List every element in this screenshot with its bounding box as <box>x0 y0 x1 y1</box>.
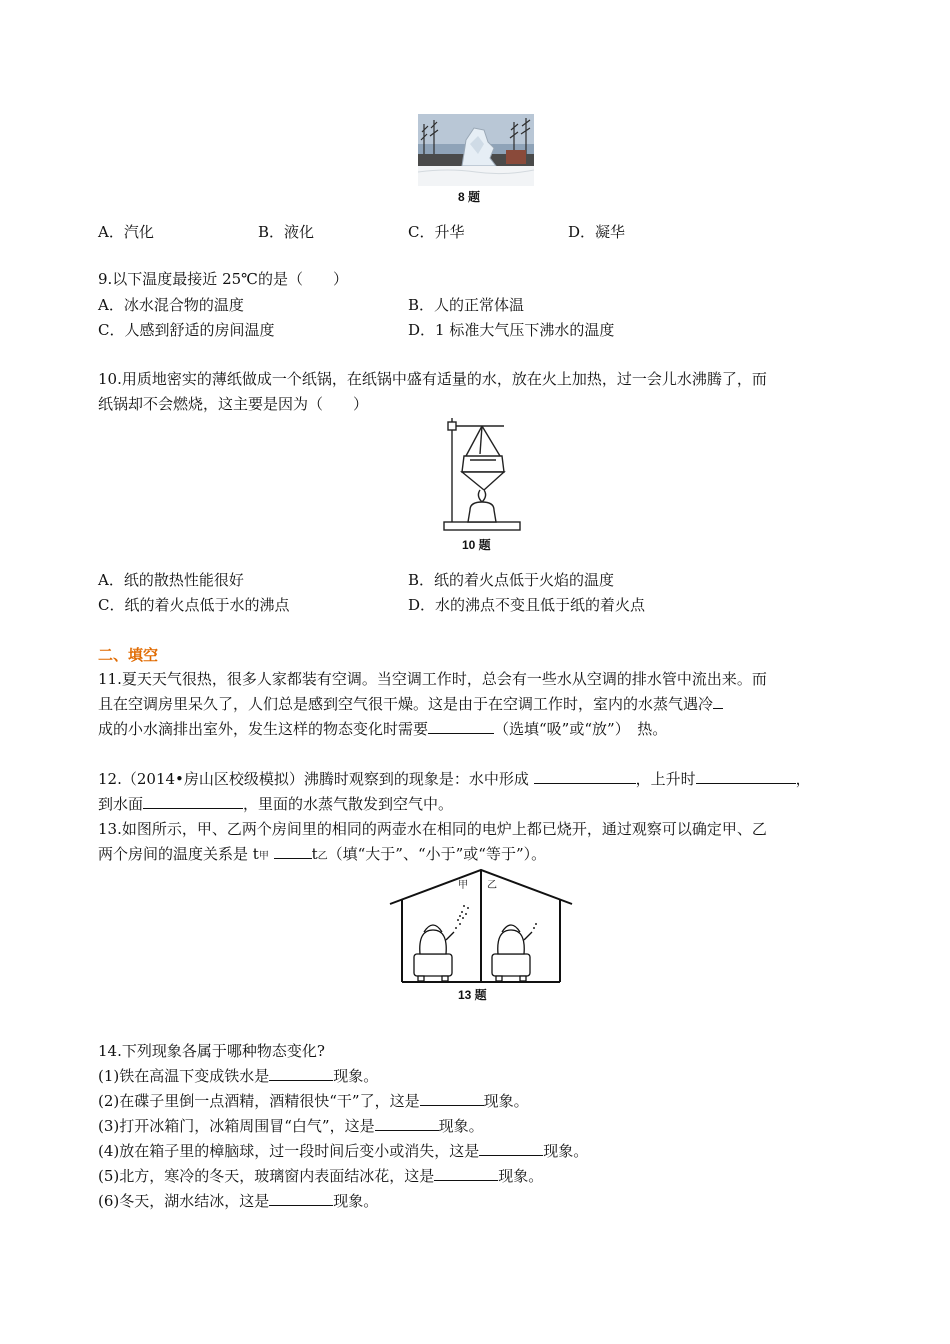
q12-blank-1[interactable] <box>534 769 636 784</box>
q14-item-4 <box>98 1141 588 1161</box>
q14-item-1-suffix: 现象。 <box>333 1067 379 1085</box>
q14-item-3-text: (3)打开冰箱门，冰箱周围冒“白气”，这是 <box>98 1117 375 1135</box>
q14-item-4-text: (4)放在箱子里的樟脑球，过一段时间后变小或消失，这是 <box>98 1142 480 1160</box>
q11-blank-1[interactable] <box>713 694 723 709</box>
q14-item-2 <box>98 1091 529 1111</box>
q12-line2-text-b: ，里面的水蒸气散发到空气中。 <box>243 795 454 813</box>
q13-line2-text-b: t <box>311 845 318 863</box>
q14-item-3 <box>98 1116 484 1136</box>
q14-item-1 <box>98 1066 378 1086</box>
q14-item-4-suffix: 现象。 <box>543 1142 589 1160</box>
q12-line2-text-a: 到水面 <box>98 795 144 813</box>
q12-blank-2[interactable] <box>696 769 796 784</box>
q14-item-2-suffix: 现象。 <box>483 1092 529 1110</box>
q14-blank-3[interactable] <box>375 1116 439 1131</box>
q11-line3-text-b: （选填“吸”或“放”） 热。 <box>494 720 668 738</box>
room-label-jia: 甲 <box>458 880 468 891</box>
q12-line1-text-a: 12.（2014•房山区校级模拟）沸腾时观察到的现象是：水中形成 <box>98 770 534 788</box>
q8-option-d: D．凝华 <box>568 223 626 241</box>
q10-stem-line1: 10.用质地密实的薄纸做成一个纸锅，在纸锅中盛有适量的水，放在火上加热，过一会儿水沸腾了，而 <box>98 370 767 388</box>
q12-line1 <box>98 769 811 789</box>
two-rooms-kettle-diagram <box>388 868 574 984</box>
ice-sculpture-photo <box>418 114 534 186</box>
q14-blank-2[interactable] <box>420 1091 484 1106</box>
q13-line2-text-c: （填“大于”、“小于”或“等于”）。 <box>327 845 547 863</box>
q8-option-c: C．升华 <box>408 223 465 241</box>
room-label-yi: 乙 <box>487 880 497 891</box>
q14-item-6-suffix: 现象。 <box>333 1192 379 1210</box>
paper-pot-apparatus-diagram <box>440 414 524 534</box>
q13-blank[interactable] <box>274 844 312 859</box>
q8-option-a: A．汽化 <box>98 223 154 241</box>
q12-line1-text-b: ，上升时 <box>635 770 696 788</box>
q14-blank-1[interactable] <box>269 1066 333 1081</box>
q10-stem-line2: 纸锅却不会燃烧，这主要是因为（ ） <box>98 395 369 413</box>
q8-option-b: B．液化 <box>258 223 315 241</box>
q10-option-a: A．纸的散热性能很好 <box>98 571 244 589</box>
q13-line1: 13.如图所示，甲、乙两个房间里的相同的两壶水在相同的电炉上都已烧开，通过观察可以确定甲、乙 <box>98 820 767 838</box>
q9-option-c: C．人感到舒适的房间温度 <box>98 321 275 339</box>
figure-13-caption: 13 题 <box>458 988 487 1002</box>
q10-option-c: C．纸的着火点低于水的沸点 <box>98 596 290 614</box>
q14-item-5-text: (5)北方，寒冷的冬天，玻璃窗内表面结冰花，这是 <box>98 1167 435 1185</box>
q14-item-6 <box>98 1191 378 1211</box>
q11-line1: 11.夏天天气很热，很多人家都装有空调。当空调工作时，总会有一些水从空调的排水管中流出来。而 <box>98 670 767 688</box>
q14-blank-4[interactable] <box>479 1141 543 1156</box>
q10-option-b: B．纸的着火点低于火焰的温度 <box>408 571 615 589</box>
q9-option-a: A．冰水混合物的温度 <box>98 296 244 314</box>
section-title-fill-in: 二、填空 <box>98 646 159 664</box>
q14-item-5 <box>98 1166 543 1186</box>
q12-line1-text-c: ， <box>795 770 811 788</box>
q14-stem: 14.下列现象各属于哪种物态变化? <box>98 1042 325 1060</box>
q11-line3 <box>98 719 667 739</box>
q14-blank-6[interactable] <box>269 1191 333 1206</box>
q13-subscript-jia: 甲 <box>258 851 269 862</box>
q14-item-3-suffix: 现象。 <box>438 1117 484 1135</box>
q11-blank-2[interactable] <box>428 719 494 734</box>
q13-line2 <box>98 844 546 867</box>
q9-stem: 9.以下温度最接近 25℃的是（ ） <box>98 270 348 288</box>
q9-option-d: D．1 标准大气压下沸水的温度 <box>408 321 615 339</box>
q11-line3-text-a: 成的小水滴排出室外，发生这样的物态变化时需要 <box>98 720 429 738</box>
q14-item-6-text: (6)冬天，湖水结冰，这是 <box>98 1192 270 1210</box>
q12-blank-3[interactable] <box>143 794 243 809</box>
q13-subscript-yi: 乙 <box>317 851 328 862</box>
q11-line2 <box>98 694 723 714</box>
figure-10-caption: 10 题 <box>462 538 491 552</box>
q9-option-b: B．人的正常体温 <box>408 296 525 314</box>
q12-line2 <box>98 794 453 814</box>
q13-line2-text-a: 两个房间的温度关系是 t <box>98 845 259 863</box>
q14-item-2-text: (2)在碟子里倒一点酒精，酒精很快“干”了，这是 <box>98 1092 420 1110</box>
q11-line2-text: 且在空调房里呆久了，人们总是感到空气很干燥。这是由于在空调工作时，室内的水蒸气遇冷 <box>98 695 714 713</box>
q14-item-1-text: (1)铁在高温下变成铁水是 <box>98 1067 270 1085</box>
q14-blank-5[interactable] <box>434 1166 498 1181</box>
q10-option-d: D．水的沸点不变且低于纸的着火点 <box>408 596 646 614</box>
figure-8-caption: 8 题 <box>458 190 481 204</box>
q14-item-5-suffix: 现象。 <box>498 1167 544 1185</box>
